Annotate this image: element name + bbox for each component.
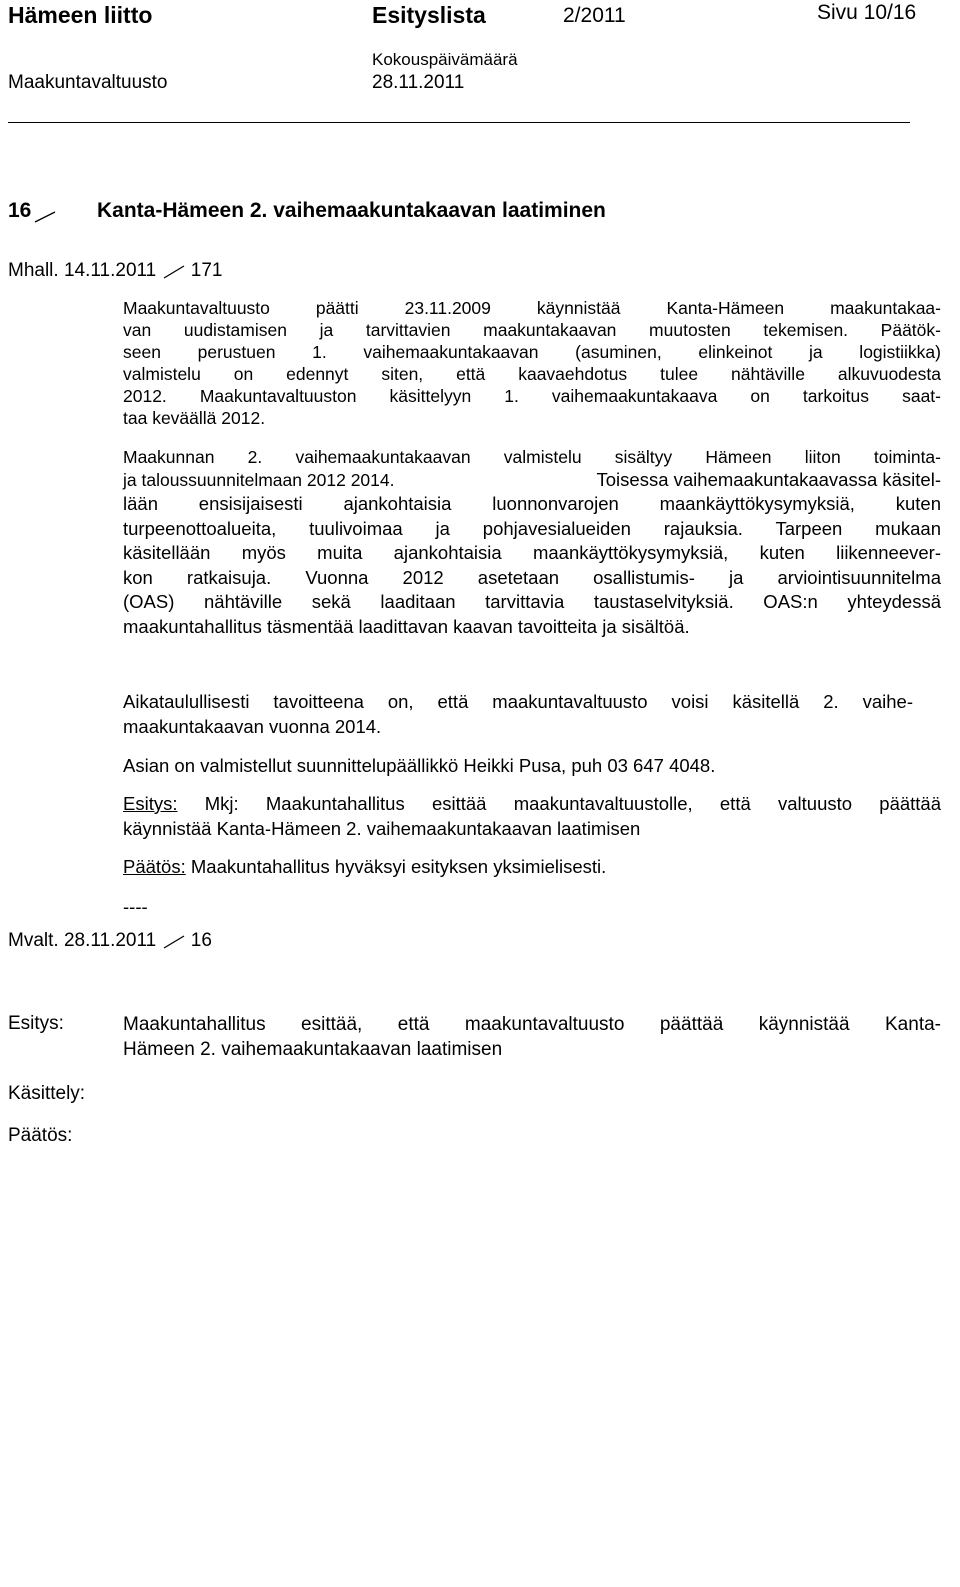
item-title: Kanta-Hämeen 2. vaihemaakuntakaavan laatiminen	[97, 199, 606, 222]
header-rule	[8, 122, 910, 123]
paragraph-line: taa keväällä 2012.	[123, 408, 266, 428]
paragraph-line: lään ensisijaisesti ajankohtaisia luonnonvarojen maankäyttökysymyksiä, kuten	[123, 493, 941, 514]
meeting-date: 28.11.2011	[372, 72, 465, 93]
paragraph-line: maakuntakaavan vuonna 2014.	[123, 715, 382, 737]
paragraph-line: valmistelu on edennyt siten, että kaavaehdotus tulee nähtäville alkuvuodesta	[123, 364, 941, 384]
handling-label: Käsittely:	[8, 1083, 86, 1104]
paragraph-line: (OAS) nähtäville sekä laaditaan tarvittavia taustaselvityksiä. OAS:n yhteydessä	[123, 591, 941, 612]
paragraph-1	[123, 297, 941, 429]
date-label: Kokouspäivämäärä	[372, 50, 518, 69]
paragraph-line: van uudistamisen ja tarvittavien maakuntakaavan muutosten tekemisen. Päätök-	[123, 320, 941, 340]
paragraph-2	[123, 446, 941, 639]
board-ref-label: Mhall. 14.11.2011	[8, 260, 157, 281]
final-proposal-label: Esitys:	[8, 1013, 64, 1034]
board-ref-number: 171	[190, 260, 223, 281]
paragraph-line: Aikataulullisesti tavoitteena on, että maakuntavaltuusto voisi käsitellä 2. vaihe-	[123, 691, 913, 712]
paragraph-3	[123, 690, 913, 739]
item-number: 16	[8, 199, 32, 222]
item-title-divider-icon	[33, 209, 57, 230]
paragraph-line: ja taloussuunnitelmaan 2012 2014.	[123, 470, 395, 490]
paragraph-line: Esitys: Mkj: Maakuntahallitus esittää maakuntavaltuustolle, että valtuusto päättää	[123, 793, 942, 814]
decision-text: Maakuntahallitus hyväksyi esityksen yksimielisesti.	[190, 856, 607, 877]
paragraph-line: Hämeen 2. vaihemaakuntakaavan laatimisen	[123, 1039, 503, 1060]
final-decision-label: Päätös:	[8, 1125, 73, 1146]
org-name: Hämeen liitto	[8, 2, 153, 28]
page-number: Sivu 10/16	[817, 1, 917, 24]
decision-label: Päätös:	[123, 856, 186, 877]
ref-divider-icon	[162, 264, 186, 278]
doc-number: 2/2011	[563, 4, 626, 27]
paragraph-line: seen perustuen 1. vaihemaakuntakaavan (asuminen, elinkeinot ja logistiikka)	[123, 342, 941, 362]
final-proposal	[123, 1012, 941, 1062]
paragraph-line: maakuntahallitus täsmentää laadittavan kaavan tavoitteita ja sisältöä.	[123, 615, 690, 637]
doc-type: Esityslista	[372, 2, 486, 28]
council-ref-number: 16	[190, 930, 212, 951]
body-name: Maakuntavaltuusto	[8, 72, 168, 93]
ref-divider-icon	[162, 934, 186, 948]
decision	[123, 855, 606, 880]
paragraph-line: turpeenottoalueita, tuulivoimaa ja pohjavesialueiden rajauksia. Tarpeen mukaan	[123, 517, 941, 539]
paragraph-line: 2012. Maakuntavaltuuston käsittelyyn 1. vaihemaakuntakaava on tarkoitus saat-	[123, 386, 941, 406]
paragraph-line: Toisessa vaihemaakuntakaavassa käsitel-	[596, 469, 941, 490]
preparer-note: Asian on valmistellut suunnittelupäällikkö Heikki Pusa, puh 03 647 4048.	[123, 755, 716, 776]
proposal	[123, 792, 941, 841]
paragraph-line: Maakunnan 2. vaihemaakuntakaavan valmistelu sisältyy Hämeen liiton toiminta-	[123, 447, 941, 467]
paragraph-line: kon ratkaisuja. Vuonna 2012 asetetaan osallistumis- ja arviointisuunnitelma	[123, 566, 941, 588]
paragraph-line: käynnistää Kanta-Hämeen 2. vaihemaakuntakaavan laatimisen	[123, 817, 641, 839]
paragraph-line: käsitellään myös muita ajankohtaisia maankäyttökysymyksiä, kuten liikenneever-	[123, 542, 941, 563]
council-ref-label: Mvalt. 28.11.2011	[8, 930, 157, 951]
paragraph-line: Maakuntahallitus esittää, että maakuntavaltuusto päättää käynnistää Kanta-	[123, 1014, 941, 1035]
separator-dashes: ----	[123, 896, 148, 917]
paragraph-line: Maakuntavaltuusto päätti 23.11.2009 käynnistää Kanta-Hämeen maakuntakaa-	[123, 298, 941, 318]
proposal-label: Esitys:	[123, 793, 178, 814]
